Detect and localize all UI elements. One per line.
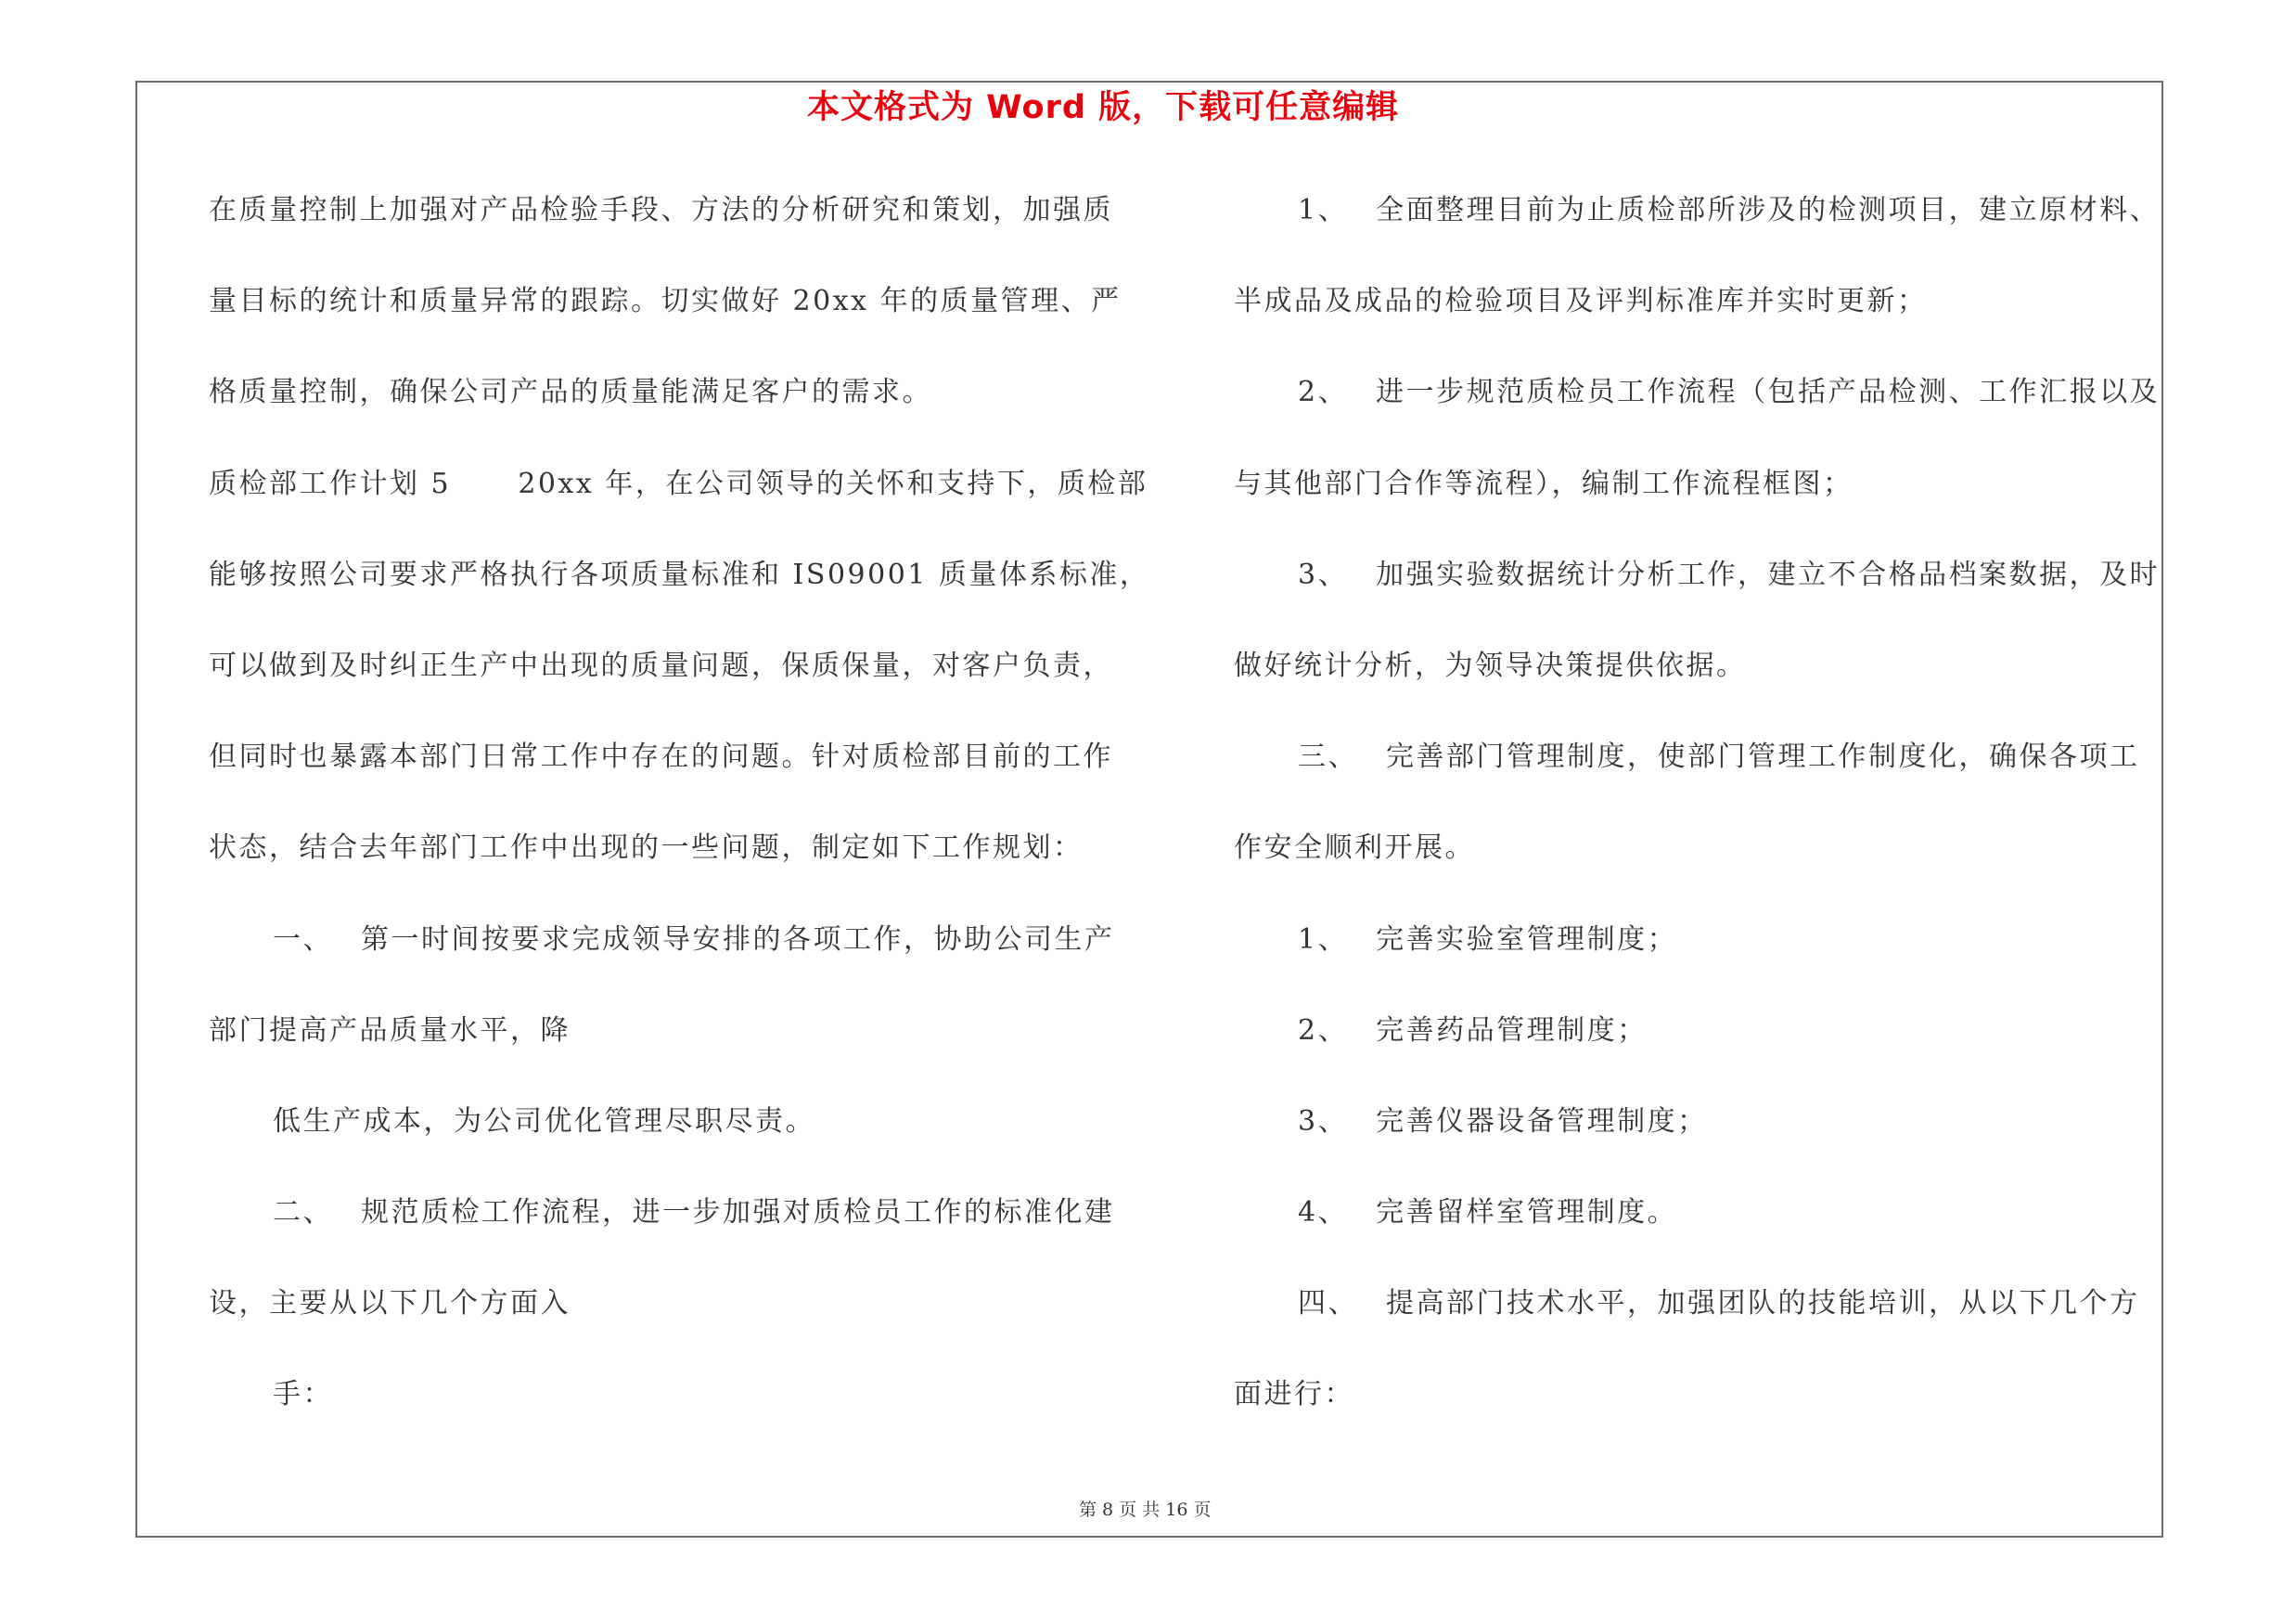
footer-suffix: 页 bbox=[1187, 1500, 1212, 1520]
right-column-line: 与其他部门合作等流程），编制工作流程框图； bbox=[1234, 467, 1853, 500]
page-number-footer bbox=[1079, 1499, 1212, 1521]
right-column-list-item: 3、 加强实验数据统计分析工作，建立不合格品档案数据，及时 bbox=[1298, 558, 2161, 591]
right-column-line: 作安全顺利开展。 bbox=[1234, 831, 1475, 865]
right-column-section-heading: 三、 完善部门管理制度，使部门管理工作制度化，确保各项工 bbox=[1298, 741, 2140, 774]
left-column-line: 但同时也暴露本部门日常工作中存在的问题。针对质检部目前的工作 bbox=[209, 741, 1113, 774]
right-column-list-item: 3、 完善仪器设备管理制度； bbox=[1298, 1104, 1708, 1138]
left-column-line: 状态，结合去年部门工作中出现的一些问题，制定如下工作规划： bbox=[209, 831, 1084, 865]
left-column-line: 在质量控制上加强对产品检验手段、方法的分析研究和策划，加强质 bbox=[209, 194, 1113, 226]
right-column-line: 半成品及成品的检验项目及评判标准库并实时更新； bbox=[1234, 285, 1928, 318]
right-column-section-heading: 四、 提高部门技术水平，加强团队的技能培训，从以下几个方 bbox=[1298, 1287, 2140, 1320]
format-notice-banner: 本文格式为 Word 版，下载可任意编辑 bbox=[807, 89, 1400, 126]
right-column-list-item: 4、 完善留样室管理制度。 bbox=[1298, 1196, 1678, 1230]
right-column-line: 做好统计分析，为领导决策提供依据。 bbox=[1234, 649, 1747, 682]
left-text-column bbox=[209, 165, 1174, 1441]
right-column-list-item: 1、 全面整理目前为止质检部所涉及的检测项目，建立原材料、 bbox=[1298, 194, 2161, 226]
current-page-number: 8 bbox=[1102, 1500, 1114, 1520]
right-column-line: 面进行： bbox=[1234, 1378, 1354, 1411]
left-column-line: 手： bbox=[273, 1378, 333, 1411]
left-column-line: 量目标的统计和质量异常的跟踪。切实做好 20xx 年的质量管理、严 bbox=[209, 285, 1122, 318]
left-column-line: 部门提高产品质量水平，降 bbox=[209, 1013, 571, 1047]
right-column-list-item: 1、 完善实验室管理制度； bbox=[1298, 922, 1678, 956]
left-column-line: 设，主要从以下几个方面入 bbox=[209, 1287, 571, 1320]
footer-middle: 页 共 bbox=[1113, 1500, 1166, 1520]
footer-prefix: 第 bbox=[1079, 1500, 1103, 1520]
left-column-list-item: 二、 规范质检工作流程，进一步加强对质检员工作的标准化建 bbox=[273, 1196, 1115, 1230]
left-column-list-item: 一、 第一时间按要求完成领导安排的各项工作，协助公司生产 bbox=[273, 922, 1115, 956]
right-column-list-item: 2、 完善药品管理制度； bbox=[1298, 1013, 1648, 1047]
left-column-line: 格质量控制，确保公司产品的质量能满足客户的需求。 bbox=[209, 376, 932, 409]
right-text-column bbox=[1234, 165, 2199, 1441]
left-column-line: 低生产成本，为公司优化管理尽职尽责。 bbox=[273, 1104, 815, 1138]
left-column-line: 能够按照公司要求严格执行各项质量标准和 IS09001 质量体系标准， bbox=[209, 558, 1150, 591]
right-column-list-item: 2、 进一步规范质检员工作流程（包括产品检测、工作汇报以及 bbox=[1298, 376, 2161, 409]
total-page-count: 16 bbox=[1165, 1500, 1188, 1520]
left-column-line: 可以做到及时纠正生产中出现的质量问题，保质保量，对客户负责， bbox=[209, 649, 1113, 682]
left-column-line: 质检部工作计划 5 20xx 年，在公司领导的关怀和支持下，质检部 bbox=[209, 467, 1148, 500]
